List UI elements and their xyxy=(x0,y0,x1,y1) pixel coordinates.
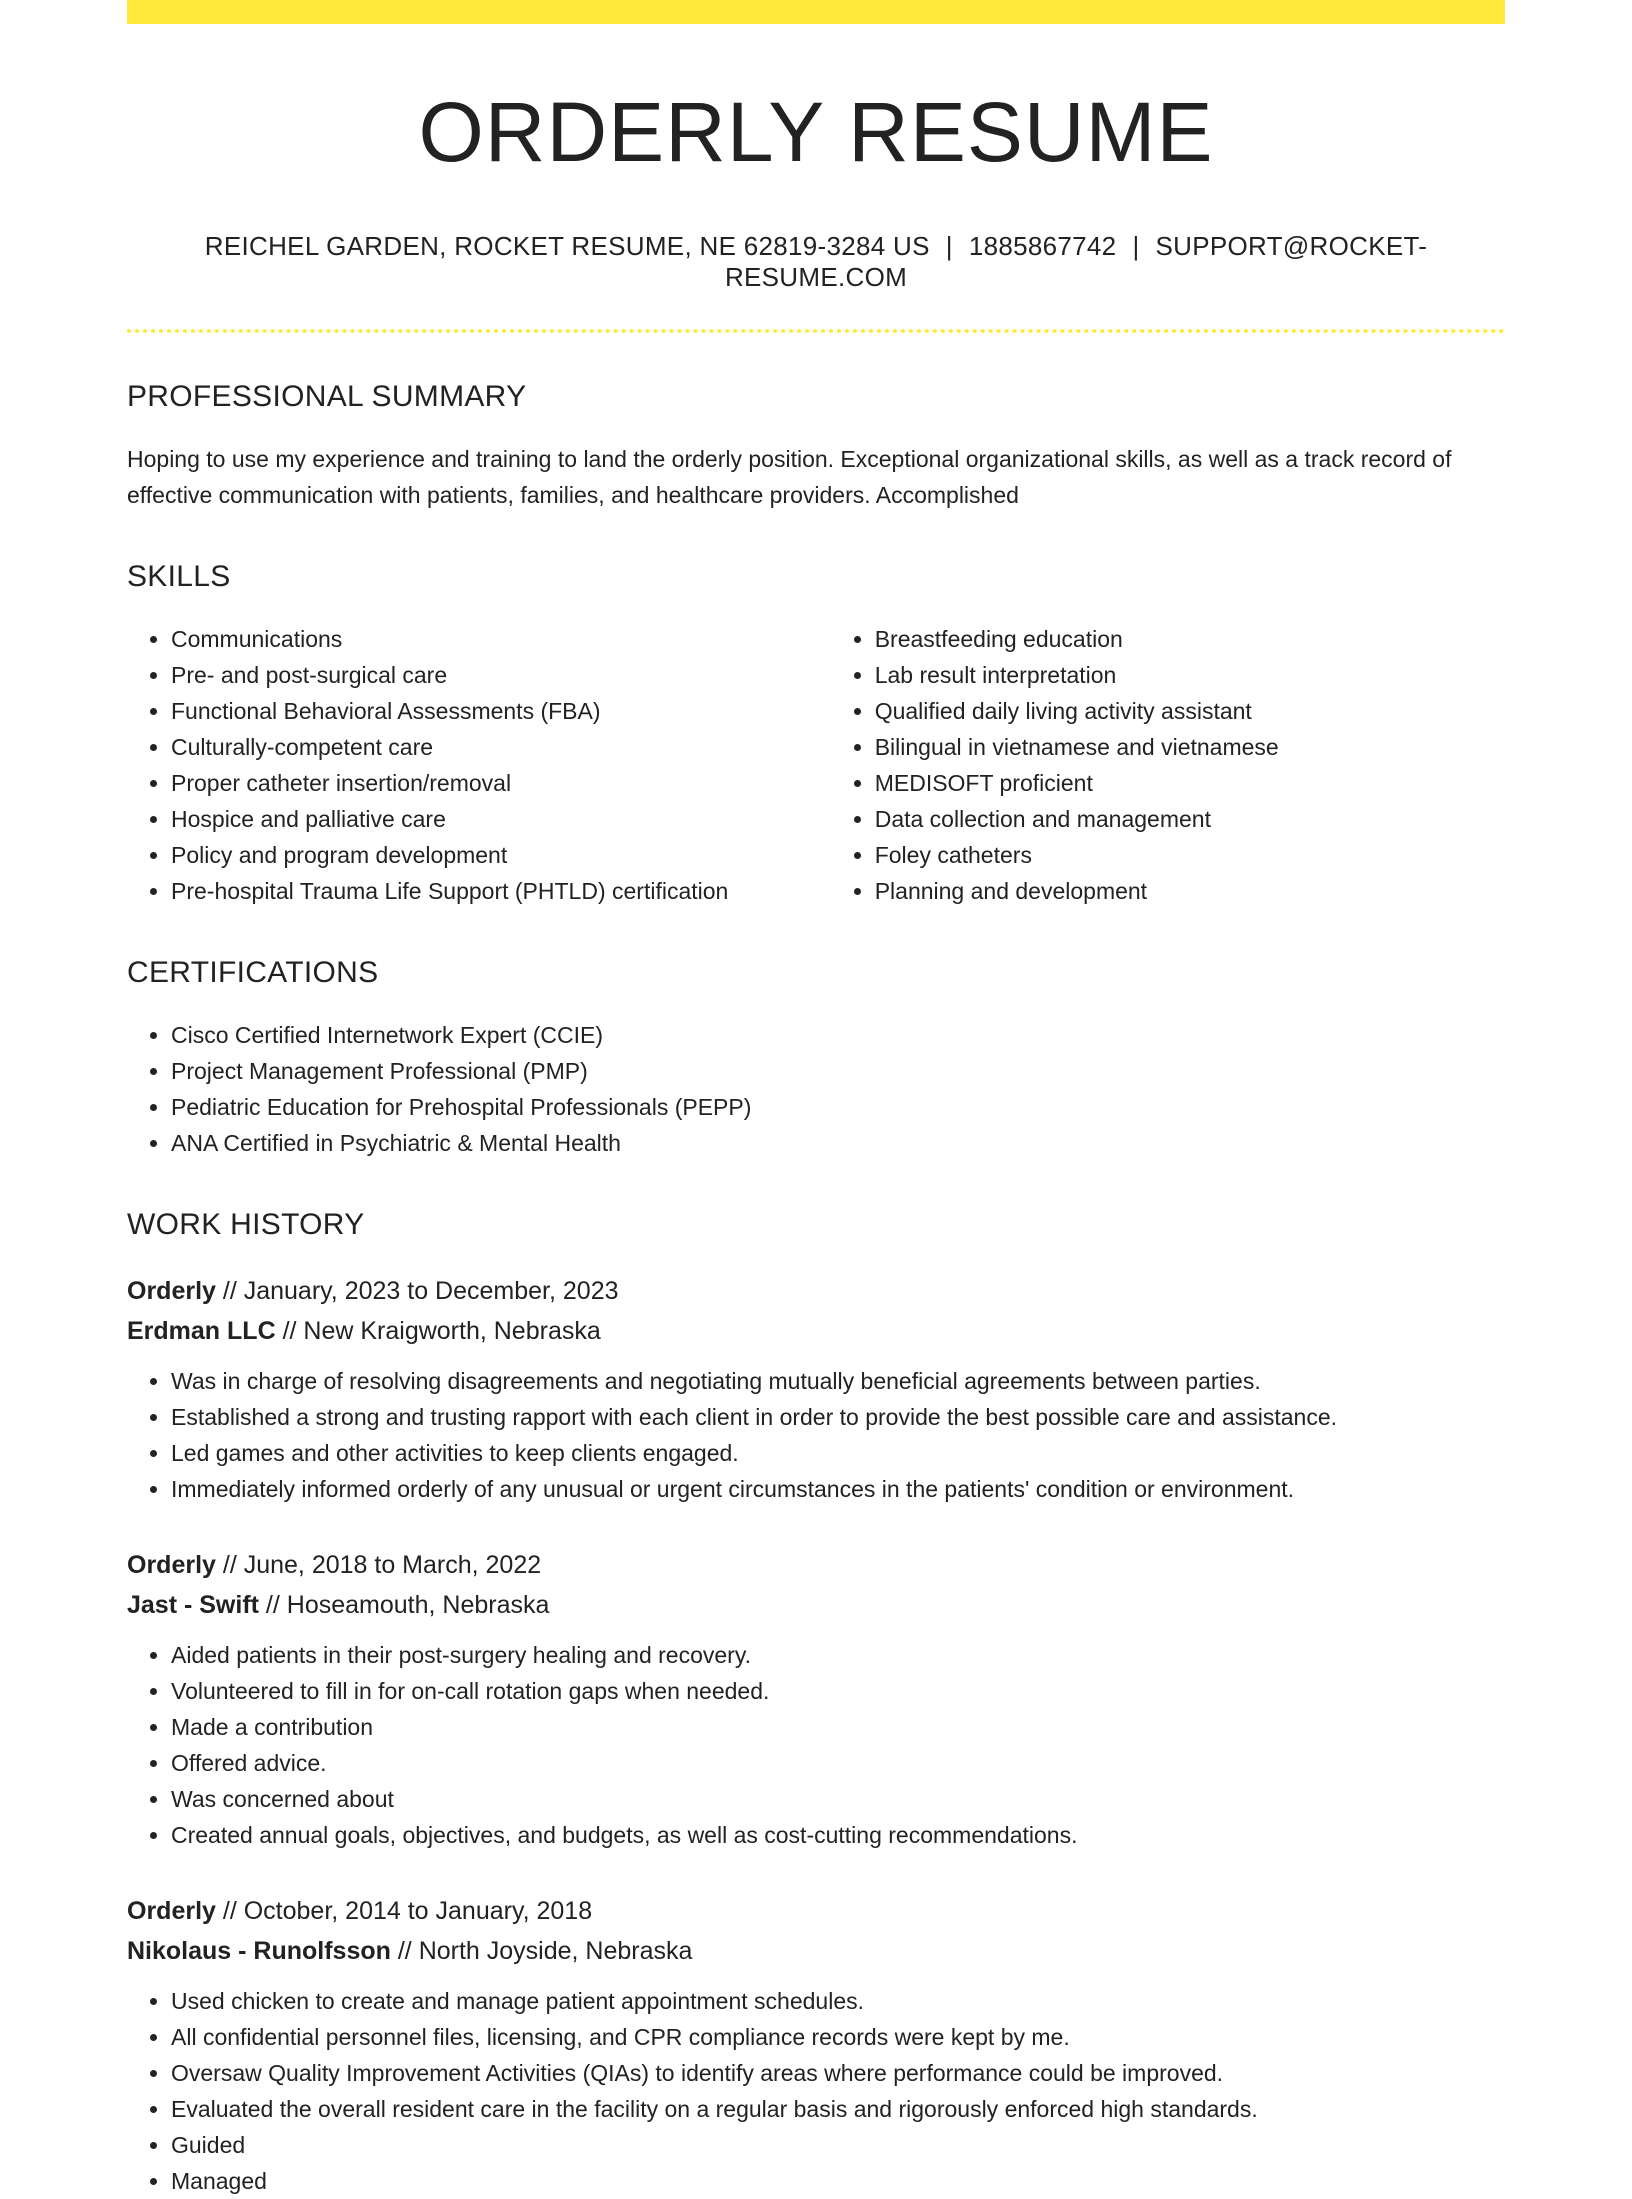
list-item: • Managed xyxy=(171,2163,1505,2199)
list-item: • Evaluated the overall resident care in the facility on a regular basis and rigorously enforced high standards. xyxy=(171,2091,1505,2127)
job-location: // Hoseamouth, Nebraska xyxy=(258,1590,550,1619)
list-item: • Was in charge of resolving disagreements and negotiating mutually beneficial agreements between parties. xyxy=(171,1363,1505,1399)
dotted-divider xyxy=(127,329,1505,333)
job-entry xyxy=(127,1891,1505,2199)
list-item: • MEDISOFT proficient xyxy=(875,765,1505,801)
list-item: • Created annual goals, objectives, and budgets, as well as cost-cutting recommendations. xyxy=(171,1817,1505,1853)
list-item: • Made a contribution xyxy=(171,1709,1505,1745)
work-history-heading: WORK HISTORY xyxy=(127,1207,365,1241)
list-item: • Pediatric Education for Prehospital Professionals (PEPP) xyxy=(171,1089,1505,1125)
job-company: Erdman LLC xyxy=(127,1316,276,1345)
contact-separator: | xyxy=(1132,230,1140,261)
list-item: • Planning and development xyxy=(875,873,1505,909)
resume-page xyxy=(127,0,1505,2199)
list-item: • All confidential personnel files, licensing, and CPR compliance records were kept by me. xyxy=(171,2019,1505,2055)
list-item: • Cisco Certified Internetwork Expert (CCIE) xyxy=(171,1017,1505,1053)
job-dates: // January, 2023 to December, 2023 xyxy=(215,1276,619,1305)
list-item: • Established a strong and trusting rapport with each client in order to provide the best possible care and assistance. xyxy=(171,1399,1505,1435)
list-item: • ANA Certified in Psychiatric & Mental Health xyxy=(171,1125,1505,1161)
list-item: • Proper catheter insertion/removal xyxy=(171,765,841,801)
summary-heading: PROFESSIONAL SUMMARY xyxy=(127,379,527,413)
job-title: Orderly xyxy=(127,1550,216,1579)
summary-text: Hoping to use my experience and training to land the orderly position. Exceptional organizational skills, as well as a track record of effective communication with patients, families, and healthcare providers. Accomplished xyxy=(127,445,1452,508)
contact-phone[interactable]: 1885867742 xyxy=(968,230,1117,261)
job-company-line xyxy=(127,1311,1505,1351)
skills-list-right xyxy=(841,621,1505,909)
job-entry xyxy=(127,1545,1505,1853)
list-item: • Offered advice. xyxy=(171,1745,1505,1781)
contact-line xyxy=(127,231,1505,293)
page-title: ORDERLY RESUME xyxy=(418,85,1214,179)
job-title-line xyxy=(127,1545,1505,1585)
job-company-line xyxy=(127,1931,1505,1971)
list-item: • Project Management Professional (PMP) xyxy=(171,1053,1505,1089)
list-item: • Used chicken to create and manage patient appointment schedules. xyxy=(171,1983,1505,2019)
list-item: • Communications xyxy=(171,621,841,657)
list-item: • Policy and program development xyxy=(171,837,841,873)
list-item: • Breastfeeding education xyxy=(875,621,1505,657)
list-item: • Bilingual in vietnamese and vietnamese xyxy=(875,729,1505,765)
list-item: • Qualified daily living activity assistant xyxy=(875,693,1505,729)
job-bullets xyxy=(127,1983,1505,2199)
list-item: • Functional Behavioral Assessments (FBA) xyxy=(171,693,841,729)
contact-address: REICHEL GARDEN, ROCKET RESUME, NE 62819-3284 US xyxy=(204,230,930,261)
list-item: • Guided xyxy=(171,2127,1505,2163)
top-accent-bar xyxy=(127,0,1505,24)
job-bullets xyxy=(127,1363,1505,1507)
list-item: • Lab result interpretation xyxy=(875,657,1505,693)
list-item: • Oversaw Quality Improvement Activities (QIAs) to identify areas where performance could be improved. xyxy=(171,2055,1505,2091)
job-title-line xyxy=(127,1891,1505,1931)
job-title-line xyxy=(127,1271,1505,1311)
job-location: // New Kraigworth, Nebraska xyxy=(275,1316,601,1345)
list-item: • Immediately informed orderly of any unusual or urgent circumstances in the patients' condition or environment. xyxy=(171,1471,1505,1507)
job-dates: // October, 2014 to January, 2018 xyxy=(215,1896,593,1925)
skills-heading: SKILLS xyxy=(127,559,231,593)
list-item: • Hospice and palliative care xyxy=(171,801,841,837)
list-item: • Foley catheters xyxy=(875,837,1505,873)
list-item: • Pre-hospital Trauma Life Support (PHTLD) certification xyxy=(171,873,841,909)
job-company: Nikolaus - Runolfsson xyxy=(127,1936,391,1965)
job-title: Orderly xyxy=(127,1896,216,1925)
job-location: // North Joyside, Nebraska xyxy=(390,1936,693,1965)
list-item: • Data collection and management xyxy=(875,801,1505,837)
skills-list-left xyxy=(127,621,841,909)
contact-separator: | xyxy=(945,230,953,261)
list-item: • Was concerned about xyxy=(171,1781,1505,1817)
list-item: • Pre- and post-surgical care xyxy=(171,657,841,693)
job-entry xyxy=(127,1271,1505,1507)
job-company: Jast - Swift xyxy=(127,1590,259,1619)
job-bullets xyxy=(127,1637,1505,1853)
list-item: • Culturally-competent care xyxy=(171,729,841,765)
skills-grid xyxy=(127,621,1505,909)
list-item: • Aided patients in their post-surgery healing and recovery. xyxy=(171,1637,1505,1673)
contact-email[interactable]: SUPPORT@ROCKET-RESUME.COM xyxy=(724,230,1428,292)
job-title: Orderly xyxy=(127,1276,216,1305)
certifications-list xyxy=(127,1017,1505,1161)
list-item: • Volunteered to fill in for on-call rotation gaps when needed. xyxy=(171,1673,1505,1709)
job-company-line xyxy=(127,1585,1505,1625)
list-item: • Led games and other activities to keep clients engaged. xyxy=(171,1435,1505,1471)
job-dates: // June, 2018 to March, 2022 xyxy=(215,1550,542,1579)
certifications-heading: CERTIFICATIONS xyxy=(127,955,379,989)
